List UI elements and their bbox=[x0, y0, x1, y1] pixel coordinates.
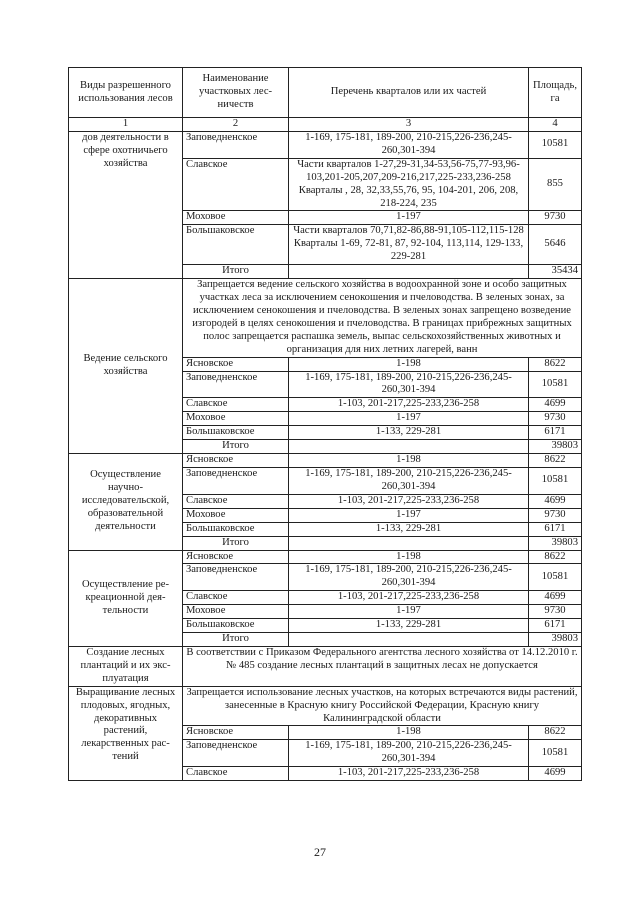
area-value: 9730 bbox=[529, 605, 582, 619]
table-row bbox=[69, 686, 582, 726]
district-name: Моховое bbox=[183, 211, 289, 225]
empty-cell bbox=[289, 633, 529, 647]
quarters-list: 1-133, 229-281 bbox=[289, 522, 529, 536]
empty-cell bbox=[289, 440, 529, 454]
area-value: 6171 bbox=[529, 619, 582, 633]
area-value: 4699 bbox=[529, 494, 582, 508]
district-name: Моховое bbox=[183, 605, 289, 619]
total-label: Итого bbox=[183, 536, 289, 550]
table-row bbox=[69, 550, 582, 564]
restriction-note: В соответствии с Приказом Федерального агентства лесного хозяйства от 14.12.2010 г. № 485 создание лесных плантаций в защитных лесах не допускается bbox=[183, 646, 582, 686]
district-name: Ясновское bbox=[183, 550, 289, 564]
district-name: Славское bbox=[183, 494, 289, 508]
area-value: 6171 bbox=[529, 426, 582, 440]
area-value: 9730 bbox=[529, 211, 582, 225]
quarters-parts: Части кварталов 1-27,29-31,34-53,56-75,77-93,96-103,201-205,207,209-216,217,225-233,236-258 bbox=[297, 158, 520, 183]
use-type-growing: Выращивание лесных плодовых, ягодных, декоративных растений, лекарственных растений bbox=[69, 686, 183, 780]
empty-cell bbox=[289, 536, 529, 550]
quarters-list bbox=[289, 225, 529, 265]
use-type-agriculture: Ведение сельского хозяйства bbox=[69, 279, 183, 454]
district-name: Большаковское bbox=[183, 619, 289, 633]
forest-use-table bbox=[68, 67, 582, 781]
column-number-row bbox=[69, 118, 582, 132]
quarters-list: 1-103, 201-217,225-233,236-258 bbox=[289, 398, 529, 412]
area-value: 8622 bbox=[529, 357, 582, 371]
area-value: 10581 bbox=[529, 740, 582, 767]
header-use-type: Виды разрешенного использования лесов bbox=[69, 68, 183, 118]
area-value: 8622 bbox=[529, 550, 582, 564]
district-name: Моховое bbox=[183, 508, 289, 522]
area-value: 6171 bbox=[529, 522, 582, 536]
area-value: 10581 bbox=[529, 371, 582, 398]
area-value: 4699 bbox=[529, 767, 582, 781]
district-name: Ясновское bbox=[183, 726, 289, 740]
column-number: 2 bbox=[183, 118, 289, 132]
total-label: Итого bbox=[183, 440, 289, 454]
quarters-list bbox=[289, 158, 529, 211]
quarters-list: 1-198 bbox=[289, 454, 529, 468]
total-value: 35434 bbox=[529, 265, 582, 279]
area-value: 10581 bbox=[529, 131, 582, 158]
area-value: 8622 bbox=[529, 726, 582, 740]
table-row bbox=[69, 131, 582, 158]
use-type-hunting: дов деятельности в сфере охотничьего хозяйства bbox=[69, 131, 183, 278]
quarters-list: 1-198 bbox=[289, 357, 529, 371]
area-value: 4699 bbox=[529, 591, 582, 605]
header-district: Наименование участковых лесничеств bbox=[183, 68, 289, 118]
empty-cell bbox=[289, 265, 529, 279]
restriction-note: Запрещается использование лесных участков, на которых встречаются виды растений, занесенные в Красную книгу Российской Федерации, Красную книгу Калининградской области bbox=[183, 686, 582, 726]
quarters-parts: Части кварталов 70,71,82-86,88-91,105-112,115-128 bbox=[293, 225, 524, 237]
quarters-list: 1-198 bbox=[289, 550, 529, 564]
district-name: Заповедненское bbox=[183, 467, 289, 494]
quarters-list: 1-133, 229-281 bbox=[289, 619, 529, 633]
area-value: 9730 bbox=[529, 412, 582, 426]
column-number: 4 bbox=[529, 118, 582, 132]
quarters-list: 1-198 bbox=[289, 726, 529, 740]
area-value: 855 bbox=[529, 158, 582, 211]
area-value: 10581 bbox=[529, 467, 582, 494]
page-number: 27 bbox=[314, 845, 326, 859]
area-value: 5646 bbox=[529, 225, 582, 265]
district-name: Заповедненское bbox=[183, 740, 289, 767]
quarters-list: 1-169, 175-181, 189-200, 210-215,226-236,245-260,301-394 bbox=[289, 740, 529, 767]
column-number: 3 bbox=[289, 118, 529, 132]
district-name: Заповедненское bbox=[183, 564, 289, 591]
area-value: 9730 bbox=[529, 508, 582, 522]
district-name: Ясновское bbox=[183, 357, 289, 371]
area-value: 8622 bbox=[529, 454, 582, 468]
total-value: 39803 bbox=[529, 536, 582, 550]
quarters-list: 1-197 bbox=[289, 412, 529, 426]
quarters-list: 1-103, 201-217,225-233,236-258 bbox=[289, 767, 529, 781]
district-name: Славское bbox=[183, 398, 289, 412]
use-type-recreation: Осуществление рекреационной деятельности bbox=[69, 550, 183, 646]
use-type-plantations: Создание лесных плантаций и их эксплуатация bbox=[69, 646, 183, 686]
district-name: Большаковское bbox=[183, 426, 289, 440]
quarters-list: 1-197 bbox=[289, 211, 529, 225]
use-type-research: Осуществление научно-исследовательской, образовательной деятельности bbox=[69, 454, 183, 550]
district-name: Славское bbox=[183, 591, 289, 605]
quarters-full: Кварталы , 28, 32,33,55,76, 95, 104-201, 206, 208, 218-224, 235 bbox=[298, 184, 519, 209]
quarters-list: 1-169, 175-181, 189-200, 210-215,226-236,245-260,301-394 bbox=[289, 131, 529, 158]
area-value: 4699 bbox=[529, 398, 582, 412]
quarters-list: 1-103, 201-217,225-233,236-258 bbox=[289, 494, 529, 508]
area-value: 10581 bbox=[529, 564, 582, 591]
quarters-list: 1-103, 201-217,225-233,236-258 bbox=[289, 591, 529, 605]
header-quarters: Перечень кварталов или их частей bbox=[289, 68, 529, 118]
total-label: Итого bbox=[183, 633, 289, 647]
quarters-list: 1-197 bbox=[289, 508, 529, 522]
quarters-list: 1-197 bbox=[289, 605, 529, 619]
quarters-list: 1-169, 175-181, 189-200, 210-215,226-236,245-260,301-394 bbox=[289, 564, 529, 591]
district-name: Ясновское bbox=[183, 454, 289, 468]
quarters-list: 1-169, 175-181, 189-200, 210-215,226-236,245-260,301-394 bbox=[289, 467, 529, 494]
district-name: Моховое bbox=[183, 412, 289, 426]
header-area: Площадь, га bbox=[529, 68, 582, 118]
restriction-note: Запрещается ведение сельского хозяйства в водоохранной зоне и особо защитных участках леса за исключением сенокошения и пчеловодства. В зеленых зонах, за исключением сенокошения и пчеловодства. В зеленых зонах запрещено возведение изгородей в целях сенокошения и пчеловодства. В границах прибрежных защитных полос запрещается распашка земель, выпас сельскохозяйственных животных и организация для них летних лагерей, ванн bbox=[183, 279, 582, 358]
table-header-row bbox=[69, 68, 582, 118]
quarters-list: 1-133, 229-281 bbox=[289, 426, 529, 440]
quarters-full: Кварталы 1-69, 72-81, 87, 92-104, 113,114, 129-133, 229-281 bbox=[293, 238, 524, 263]
quarters-list: 1-169, 175-181, 189-200, 210-215,226-236,245-260,301-394 bbox=[289, 371, 529, 398]
district-name: Большаковское bbox=[183, 522, 289, 536]
column-number: 1 bbox=[69, 118, 183, 132]
total-value: 39803 bbox=[529, 440, 582, 454]
district-name: Большаковское bbox=[183, 225, 289, 265]
district-name: Заповедненское bbox=[183, 131, 289, 158]
district-name: Славское bbox=[183, 158, 289, 211]
district-name: Заповедненское bbox=[183, 371, 289, 398]
table-row bbox=[69, 646, 582, 686]
table-row bbox=[69, 279, 582, 358]
total-value: 39803 bbox=[529, 633, 582, 647]
district-name: Славское bbox=[183, 767, 289, 781]
total-label: Итого bbox=[183, 265, 289, 279]
table-row bbox=[69, 454, 582, 468]
